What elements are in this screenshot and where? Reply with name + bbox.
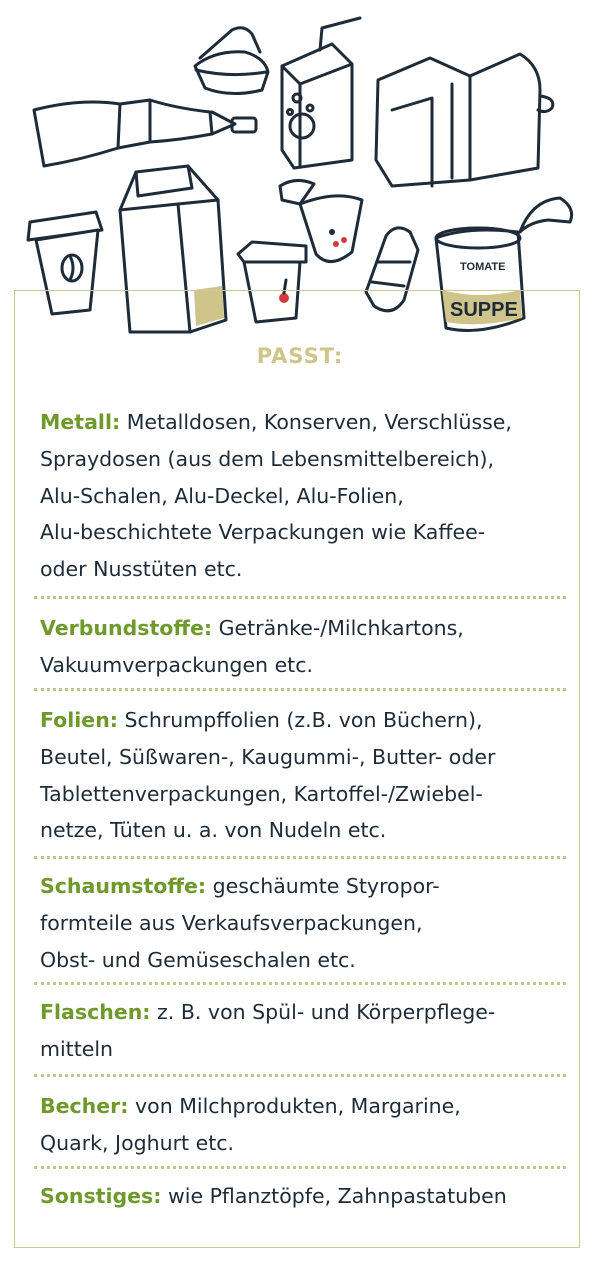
entry-text-line: Alu-Schalen, Alu-Deckel, Alu-Folien,: [40, 483, 404, 508]
can-label-main: SUPPE: [450, 299, 518, 321]
toothpaste-tube-icon: [34, 100, 256, 166]
entry-text-line: Schrumpffolien (z.B. von Büchern),: [124, 708, 483, 732]
entry-text-line: Vakuumverpackungen etc.: [40, 652, 314, 677]
entry-verbundstoffe: [40, 610, 568, 684]
packaging-illustration: [0, 0, 600, 340]
panel-heading: PASST:: [256, 344, 344, 368]
dotted-divider: [34, 1166, 566, 1169]
entry-text-line: wie Pflanztöpfe, Zahnpastatuben: [167, 1184, 507, 1208]
dotted-divider: [34, 982, 566, 985]
entry-label: Verbundstoffe:: [40, 616, 213, 640]
entry-text-line: mitteln: [40, 1036, 114, 1061]
entry-flaschen: [40, 994, 568, 1068]
entry-text-line: z. B. von Spül- und Körperpflege-: [157, 1000, 496, 1024]
entry-text-line: Obst- und Gemüseschalen etc.: [40, 947, 356, 972]
entry-sonstiges: [40, 1178, 568, 1215]
entry-text-line: geschäumte Styropor-: [212, 874, 440, 898]
entry-text-line: Tablettenverpackungen, Kartoffel-/Zwiebel-: [40, 781, 483, 806]
entry-text-line: Quark, Joghurt etc.: [40, 1130, 235, 1155]
entry-label: Becher:: [40, 1094, 129, 1118]
entry-text-line: Metalldosen, Konserven, Verschlüsse,: [126, 410, 512, 434]
dotted-divider: [34, 1074, 566, 1077]
entry-label: Folien:: [40, 708, 119, 732]
entry-text-line: von Milchprodukten, Margarine,: [135, 1094, 461, 1118]
entry-text-line: Spraydosen (aus dem Lebensmittelbereich),: [40, 446, 495, 471]
entry-label: Schaumstoffe:: [40, 874, 207, 898]
dotted-divider: [34, 688, 566, 691]
entry-text-line: netze, Tüten u. a. von Nudeln etc.: [40, 818, 387, 843]
entry-becher: [40, 1088, 568, 1162]
entry-text-line: formteile aus Verkaufsverpackungen,: [40, 910, 423, 935]
entry-metall: [40, 404, 568, 588]
entry-text-line: Alu-beschichtete Verpackungen wie Kaffee-: [40, 520, 486, 545]
entry-text-line: Getränke-/Milchkartons,: [218, 616, 464, 640]
lidded-container-icon: [195, 28, 268, 94]
juice-carton-icon: [282, 18, 360, 168]
entry-text-line: oder Nusstüten etc.: [40, 557, 243, 582]
entry-label: Flaschen:: [40, 1000, 151, 1024]
dotted-divider: [34, 596, 566, 599]
entry-label: Metall:: [40, 410, 121, 434]
dotted-divider: [34, 856, 566, 859]
entry-schaumstoffe: [40, 868, 568, 978]
entry-text-line: Beutel, Süßwaren-, Kaugummi-, Butter- oder: [40, 744, 496, 769]
can-label-top: TOMATE: [460, 261, 506, 273]
entry-label: Sonstiges:: [40, 1184, 162, 1208]
open-box-icon: [376, 54, 553, 186]
entry-folien: [40, 702, 568, 849]
